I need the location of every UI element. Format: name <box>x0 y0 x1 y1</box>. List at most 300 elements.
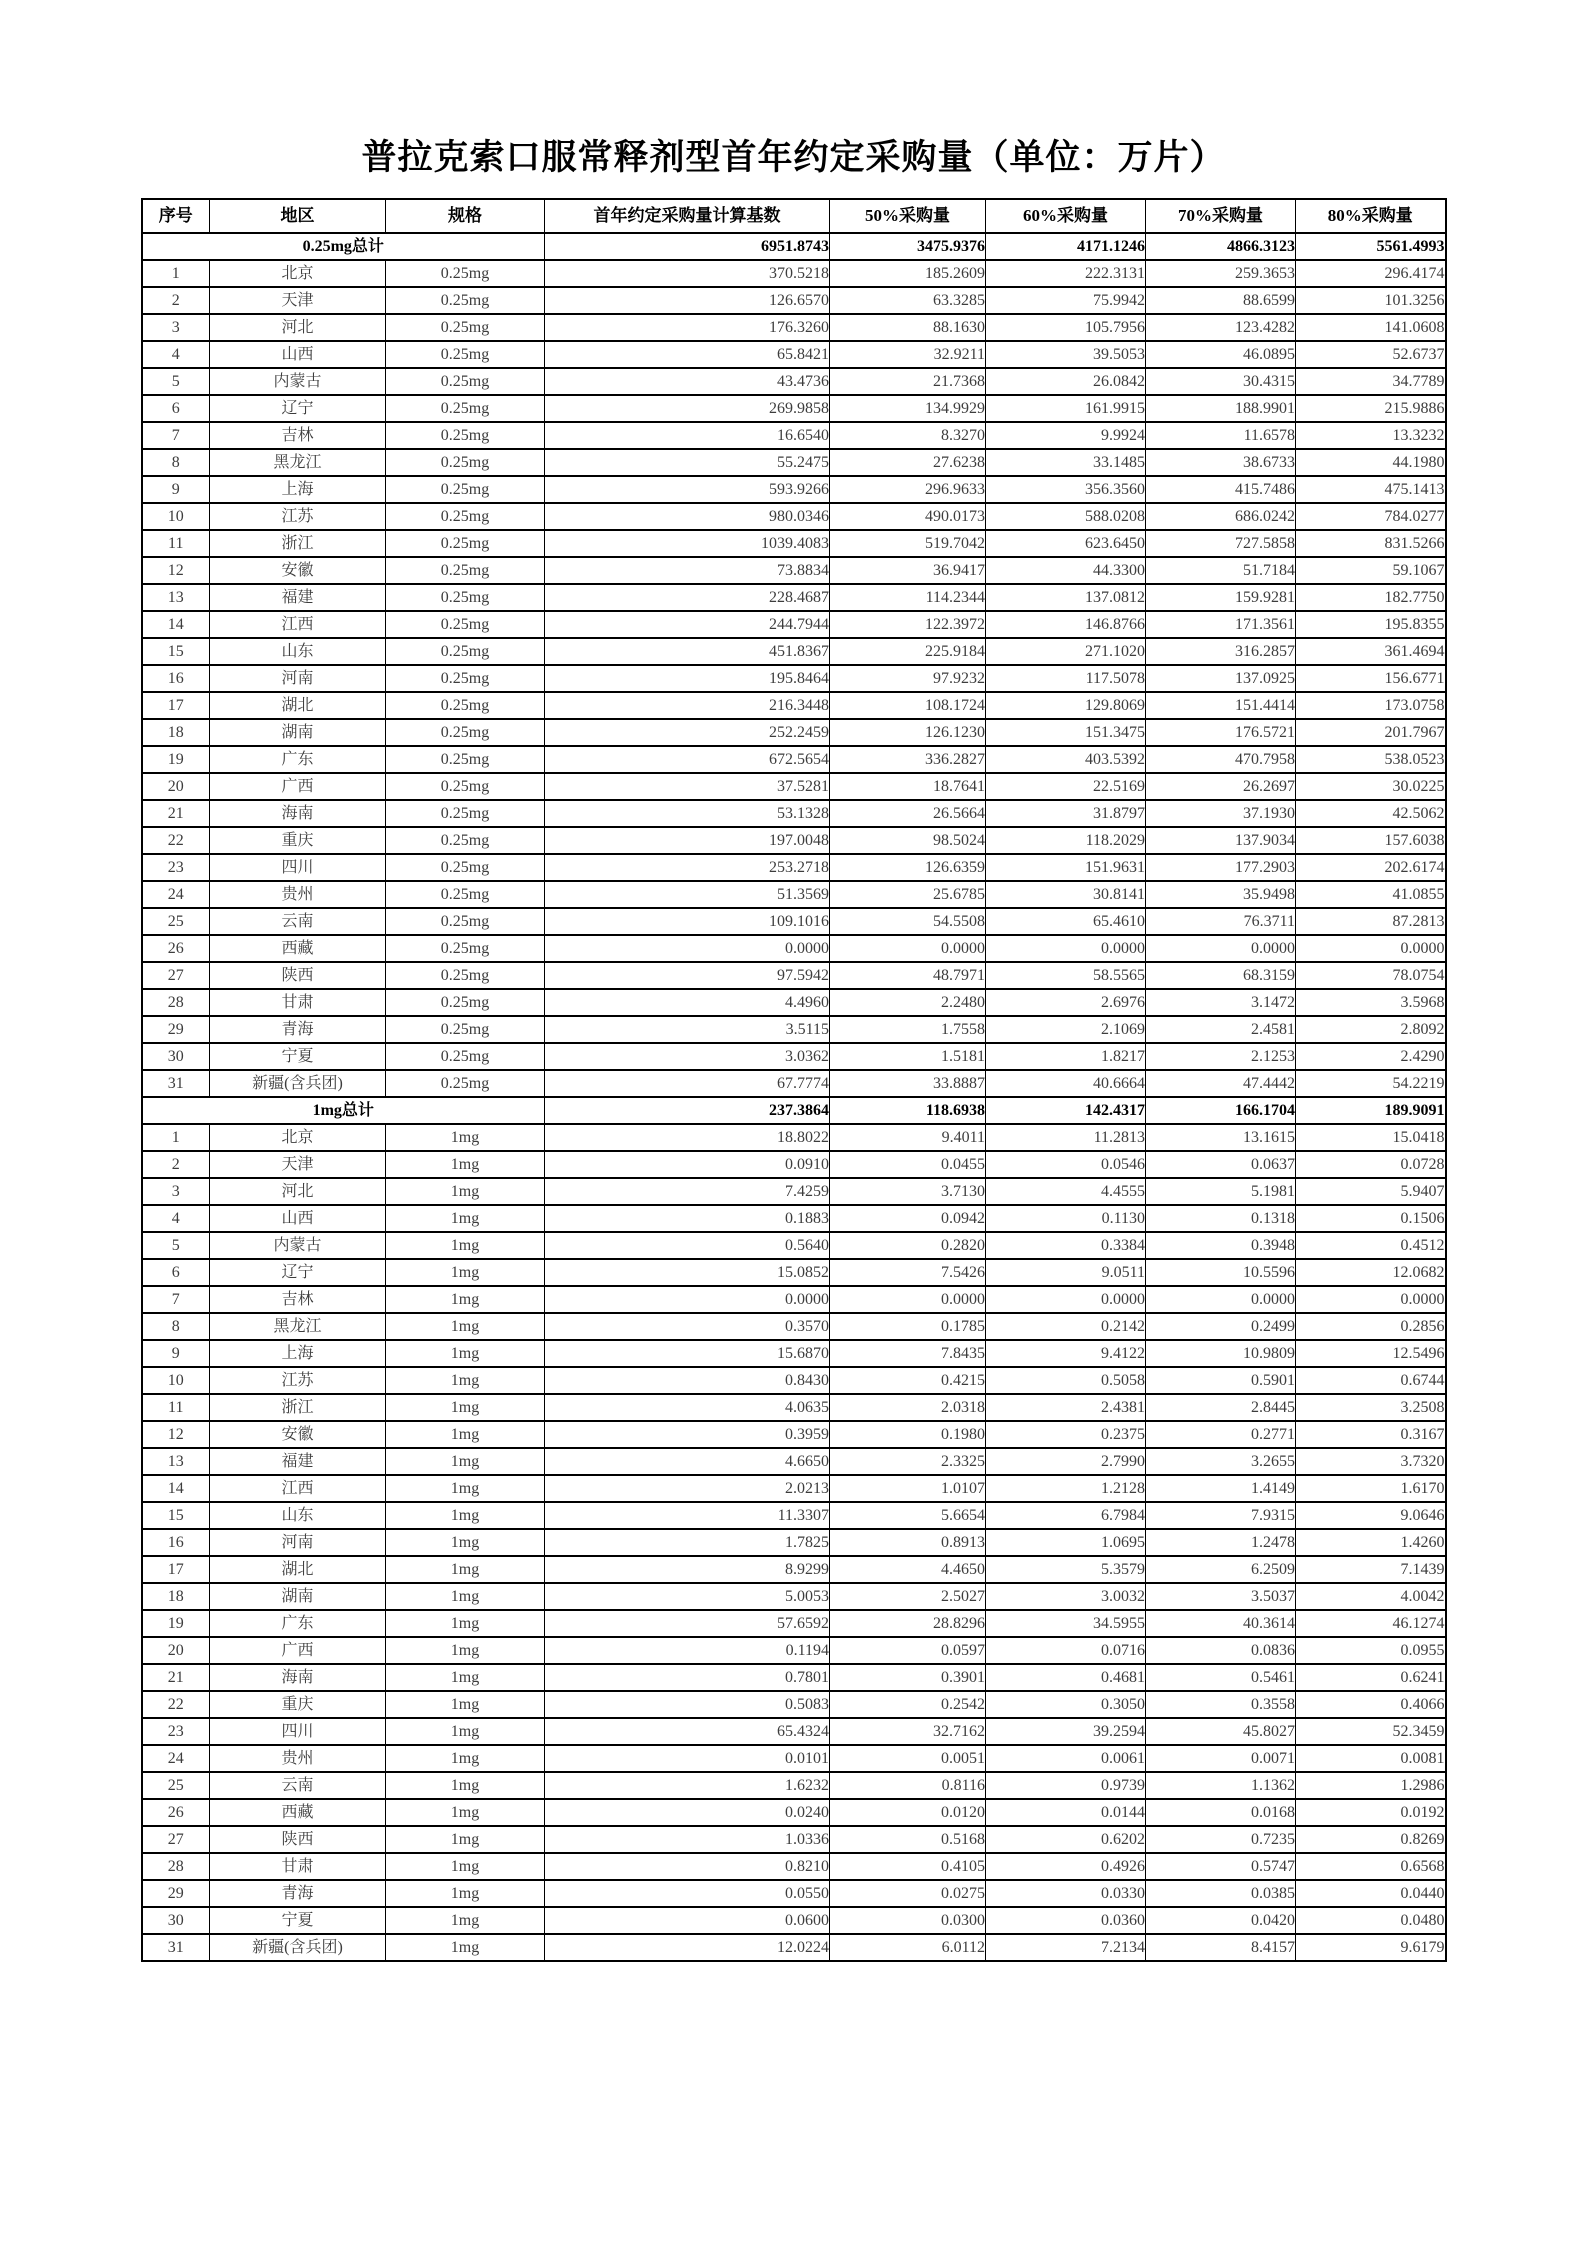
value-cell: 54.5508 <box>830 908 986 935</box>
index-cell: 10 <box>142 1367 210 1394</box>
value-cell: 39.2594 <box>986 1718 1146 1745</box>
region-cell: 北京 <box>210 1124 386 1151</box>
value-cell: 296.9633 <box>830 476 986 503</box>
region-cell: 广西 <box>210 773 386 800</box>
index-cell: 23 <box>142 854 210 881</box>
value-cell: 157.6038 <box>1296 827 1446 854</box>
value-cell: 0.0000 <box>1146 935 1296 962</box>
index-cell: 23 <box>142 1718 210 1745</box>
spec-cell: 1mg <box>386 1745 545 1772</box>
value-cell: 117.5078 <box>986 665 1146 692</box>
col-header-60pct: 60%采购量 <box>986 199 1146 233</box>
region-cell: 辽宁 <box>210 395 386 422</box>
value-cell: 2.8445 <box>1146 1394 1296 1421</box>
table-row <box>142 773 1446 800</box>
value-cell: 0.0420 <box>1146 1907 1296 1934</box>
spec-cell: 0.25mg <box>386 665 545 692</box>
value-cell: 3.7320 <box>1296 1448 1446 1475</box>
index-cell: 12 <box>142 557 210 584</box>
value-cell: 7.2134 <box>986 1934 1146 1961</box>
spec-cell: 1mg <box>386 1637 545 1664</box>
value-cell: 451.8367 <box>545 638 830 665</box>
spec-cell: 0.25mg <box>386 638 545 665</box>
spec-cell: 1mg <box>386 1718 545 1745</box>
value-cell: 0.3384 <box>986 1232 1146 1259</box>
value-cell: 173.0758 <box>1296 692 1446 719</box>
value-cell: 0.5747 <box>1146 1853 1296 1880</box>
value-cell: 34.7789 <box>1296 368 1446 395</box>
value-cell: 108.1724 <box>830 692 986 719</box>
value-cell: 3.1472 <box>1146 989 1296 1016</box>
table-row <box>142 1826 1446 1853</box>
table-row <box>142 665 1446 692</box>
value-cell: 4.0635 <box>545 1394 830 1421</box>
region-cell: 广东 <box>210 746 386 773</box>
value-cell: 0.0000 <box>830 935 986 962</box>
index-cell: 14 <box>142 611 210 638</box>
value-cell: 1.0336 <box>545 1826 830 1853</box>
value-cell: 8.4157 <box>1146 1934 1296 1961</box>
value-cell: 197.0048 <box>545 827 830 854</box>
value-cell: 2.0213 <box>545 1475 830 1502</box>
spec-cell: 1mg <box>386 1232 545 1259</box>
table-row <box>142 935 1446 962</box>
value-cell: 0.3167 <box>1296 1421 1446 1448</box>
spec-cell: 1mg <box>386 1367 545 1394</box>
value-cell: 52.3459 <box>1296 1718 1446 1745</box>
region-cell: 甘肃 <box>210 989 386 1016</box>
value-cell: 0.0051 <box>830 1745 986 1772</box>
value-cell: 44.3300 <box>986 557 1146 584</box>
value-cell: 244.7944 <box>545 611 830 638</box>
value-cell: 12.0224 <box>545 1934 830 1961</box>
value-cell: 215.9886 <box>1296 395 1446 422</box>
table-row <box>142 638 1446 665</box>
region-cell: 天津 <box>210 1151 386 1178</box>
table-row <box>142 800 1446 827</box>
table-row <box>142 1448 1446 1475</box>
index-cell: 18 <box>142 719 210 746</box>
value-cell: 151.9631 <box>986 854 1146 881</box>
index-cell: 6 <box>142 395 210 422</box>
value-cell: 5.3579 <box>986 1556 1146 1583</box>
value-cell: 0.0275 <box>830 1880 986 1907</box>
section-total-value: 166.1704 <box>1146 1097 1296 1124</box>
spec-cell: 0.25mg <box>386 476 545 503</box>
value-cell: 1.2128 <box>986 1475 1146 1502</box>
value-cell: 0.2375 <box>986 1421 1146 1448</box>
spec-cell: 0.25mg <box>386 368 545 395</box>
value-cell: 195.8355 <box>1296 611 1446 638</box>
section-total-value: 4866.3123 <box>1146 233 1296 260</box>
spec-cell: 0.25mg <box>386 692 545 719</box>
col-header-region: 地区 <box>210 199 386 233</box>
index-cell: 8 <box>142 1313 210 1340</box>
region-cell: 四川 <box>210 1718 386 1745</box>
value-cell: 7.8435 <box>830 1340 986 1367</box>
value-cell: 22.5169 <box>986 773 1146 800</box>
value-cell: 0.0000 <box>545 935 830 962</box>
value-cell: 5.6654 <box>830 1502 986 1529</box>
value-cell: 0.4105 <box>830 1853 986 1880</box>
value-cell: 58.5565 <box>986 962 1146 989</box>
spec-cell: 1mg <box>386 1934 545 1961</box>
value-cell: 0.3050 <box>986 1691 1146 1718</box>
value-cell: 0.2856 <box>1296 1313 1446 1340</box>
spec-cell: 0.25mg <box>386 611 545 638</box>
value-cell: 1.2478 <box>1146 1529 1296 1556</box>
value-cell: 0.4681 <box>986 1664 1146 1691</box>
table-row <box>142 368 1446 395</box>
value-cell: 0.2142 <box>986 1313 1146 1340</box>
index-cell: 26 <box>142 935 210 962</box>
value-cell: 336.2827 <box>830 746 986 773</box>
table-row <box>142 1232 1446 1259</box>
value-cell: 0.2820 <box>830 1232 986 1259</box>
value-cell: 118.2029 <box>986 827 1146 854</box>
index-cell: 10 <box>142 503 210 530</box>
value-cell: 54.2219 <box>1296 1070 1446 1097</box>
spec-cell: 1mg <box>386 1664 545 1691</box>
value-cell: 0.3570 <box>545 1313 830 1340</box>
value-cell: 51.3569 <box>545 881 830 908</box>
table-row <box>142 1907 1446 1934</box>
value-cell: 0.2542 <box>830 1691 986 1718</box>
index-cell: 3 <box>142 1178 210 1205</box>
region-cell: 广西 <box>210 1637 386 1664</box>
spec-cell: 0.25mg <box>386 395 545 422</box>
value-cell: 0.2771 <box>1146 1421 1296 1448</box>
region-cell: 北京 <box>210 260 386 287</box>
region-cell: 云南 <box>210 1772 386 1799</box>
header-row <box>142 199 1446 233</box>
table-row <box>142 422 1446 449</box>
value-cell: 11.6578 <box>1146 422 1296 449</box>
value-cell: 10.9809 <box>1146 1340 1296 1367</box>
value-cell: 151.4414 <box>1146 692 1296 719</box>
index-cell: 13 <box>142 584 210 611</box>
index-cell: 21 <box>142 1664 210 1691</box>
value-cell: 26.2697 <box>1146 773 1296 800</box>
value-cell: 538.0523 <box>1296 746 1446 773</box>
value-cell: 195.8464 <box>545 665 830 692</box>
table-row <box>142 1664 1446 1691</box>
col-header-spec: 规格 <box>386 199 545 233</box>
spec-cell: 0.25mg <box>386 746 545 773</box>
value-cell: 0.6202 <box>986 1826 1146 1853</box>
index-cell: 17 <box>142 1556 210 1583</box>
table-row <box>142 1583 1446 1610</box>
value-cell: 39.5053 <box>986 341 1146 368</box>
value-cell: 41.0855 <box>1296 881 1446 908</box>
value-cell: 156.6771 <box>1296 665 1446 692</box>
value-cell: 222.3131 <box>986 260 1146 287</box>
region-cell: 黑龙江 <box>210 1313 386 1340</box>
region-cell: 青海 <box>210 1016 386 1043</box>
index-cell: 24 <box>142 881 210 908</box>
index-cell: 17 <box>142 692 210 719</box>
value-cell: 1.4260 <box>1296 1529 1446 1556</box>
value-cell: 727.5858 <box>1146 530 1296 557</box>
value-cell: 137.0925 <box>1146 665 1296 692</box>
index-cell: 11 <box>142 1394 210 1421</box>
value-cell: 161.9915 <box>986 395 1146 422</box>
value-cell: 2.5027 <box>830 1583 986 1610</box>
section-total-value: 189.9091 <box>1296 1097 1446 1124</box>
value-cell: 30.4315 <box>1146 368 1296 395</box>
spec-cell: 0.25mg <box>386 422 545 449</box>
value-cell: 33.8887 <box>830 1070 986 1097</box>
spec-cell: 1mg <box>386 1394 545 1421</box>
value-cell: 2.2480 <box>830 989 986 1016</box>
index-cell: 12 <box>142 1421 210 1448</box>
value-cell: 137.0812 <box>986 584 1146 611</box>
value-cell: 46.0895 <box>1146 341 1296 368</box>
spec-cell: 0.25mg <box>386 719 545 746</box>
index-cell: 4 <box>142 1205 210 1232</box>
table-row <box>142 1772 1446 1799</box>
value-cell: 403.5392 <box>986 746 1146 773</box>
value-cell: 28.8296 <box>830 1610 986 1637</box>
table-row <box>142 962 1446 989</box>
table-row <box>142 1070 1446 1097</box>
table-row <box>142 719 1446 746</box>
value-cell: 109.1016 <box>545 908 830 935</box>
value-cell: 129.8069 <box>986 692 1146 719</box>
value-cell: 0.0480 <box>1296 1907 1446 1934</box>
value-cell: 73.8834 <box>545 557 830 584</box>
value-cell: 0.4066 <box>1296 1691 1446 1718</box>
value-cell: 4.4960 <box>545 989 830 1016</box>
value-cell: 0.0000 <box>830 1286 986 1313</box>
value-cell: 13.3232 <box>1296 422 1446 449</box>
section-total-value: 4171.1246 <box>986 233 1146 260</box>
table-row <box>142 1016 1446 1043</box>
value-cell: 0.0168 <box>1146 1799 1296 1826</box>
spec-cell: 0.25mg <box>386 962 545 989</box>
value-cell: 201.7967 <box>1296 719 1446 746</box>
spec-cell: 1mg <box>386 1907 545 1934</box>
section-total-row <box>142 233 1446 260</box>
value-cell: 2.7990 <box>986 1448 1146 1475</box>
value-cell: 3.7130 <box>830 1178 986 1205</box>
value-cell: 3.0362 <box>545 1043 830 1070</box>
index-cell: 3 <box>142 314 210 341</box>
value-cell: 475.1413 <box>1296 476 1446 503</box>
value-cell: 0.0000 <box>545 1286 830 1313</box>
index-cell: 28 <box>142 1853 210 1880</box>
value-cell: 0.0000 <box>1296 1286 1446 1313</box>
value-cell: 7.1439 <box>1296 1556 1446 1583</box>
section-total-value: 237.3864 <box>545 1097 830 1124</box>
index-cell: 29 <box>142 1016 210 1043</box>
index-cell: 19 <box>142 1610 210 1637</box>
region-cell: 内蒙古 <box>210 368 386 395</box>
index-cell: 8 <box>142 449 210 476</box>
index-cell: 7 <box>142 422 210 449</box>
spec-cell: 0.25mg <box>386 1016 545 1043</box>
table-row <box>142 1340 1446 1367</box>
region-cell: 福建 <box>210 1448 386 1475</box>
index-cell: 2 <box>142 287 210 314</box>
value-cell: 228.4687 <box>545 584 830 611</box>
value-cell: 53.1328 <box>545 800 830 827</box>
table-row <box>142 1475 1446 1502</box>
table-row <box>142 557 1446 584</box>
section-total-label: 1mg总计 <box>142 1097 545 1124</box>
value-cell: 141.0608 <box>1296 314 1446 341</box>
value-cell: 46.1274 <box>1296 1610 1446 1637</box>
value-cell: 0.0144 <box>986 1799 1146 1826</box>
index-cell: 25 <box>142 908 210 935</box>
value-cell: 188.9901 <box>1146 395 1296 422</box>
value-cell: 0.0330 <box>986 1880 1146 1907</box>
index-cell: 27 <box>142 962 210 989</box>
region-cell: 福建 <box>210 584 386 611</box>
value-cell: 1.6232 <box>545 1772 830 1799</box>
table-row <box>142 746 1446 773</box>
table-row <box>142 989 1446 1016</box>
value-cell: 59.1067 <box>1296 557 1446 584</box>
value-cell: 0.3558 <box>1146 1691 1296 1718</box>
value-cell: 2.8092 <box>1296 1016 1446 1043</box>
region-cell: 浙江 <box>210 1394 386 1421</box>
value-cell: 4.6650 <box>545 1448 830 1475</box>
value-cell: 0.0240 <box>545 1799 830 1826</box>
value-cell: 0.3959 <box>545 1421 830 1448</box>
spec-cell: 0.25mg <box>386 341 545 368</box>
value-cell: 11.3307 <box>545 1502 830 1529</box>
region-cell: 贵州 <box>210 1745 386 1772</box>
value-cell: 0.0000 <box>1146 1286 1296 1313</box>
value-cell: 0.4215 <box>830 1367 986 1394</box>
value-cell: 5.0053 <box>545 1583 830 1610</box>
value-cell: 0.8269 <box>1296 1826 1446 1853</box>
region-cell: 湖南 <box>210 719 386 746</box>
spec-cell: 1mg <box>386 1799 545 1826</box>
value-cell: 0.0910 <box>545 1151 830 1178</box>
value-cell: 123.4282 <box>1146 314 1296 341</box>
table-row <box>142 1502 1446 1529</box>
spec-cell: 0.25mg <box>386 530 545 557</box>
value-cell: 316.2857 <box>1146 638 1296 665</box>
value-cell: 253.2718 <box>545 854 830 881</box>
table-row <box>142 1799 1446 1826</box>
spec-cell: 0.25mg <box>386 908 545 935</box>
table-row <box>142 1934 1446 1961</box>
value-cell: 32.7162 <box>830 1718 986 1745</box>
table-row <box>142 1529 1446 1556</box>
value-cell: 296.4174 <box>1296 260 1446 287</box>
value-cell: 0.5058 <box>986 1367 1146 1394</box>
value-cell: 2.3325 <box>830 1448 986 1475</box>
value-cell: 2.6976 <box>986 989 1146 1016</box>
value-cell: 623.6450 <box>986 530 1146 557</box>
region-cell: 安徽 <box>210 557 386 584</box>
spec-cell: 0.25mg <box>386 827 545 854</box>
index-cell: 31 <box>142 1934 210 1961</box>
value-cell: 252.2459 <box>545 719 830 746</box>
region-cell: 甘肃 <box>210 1853 386 1880</box>
spec-cell: 1mg <box>386 1556 545 1583</box>
table-row <box>142 287 1446 314</box>
value-cell: 37.1930 <box>1146 800 1296 827</box>
table-row <box>142 611 1446 638</box>
value-cell: 21.7368 <box>830 368 986 395</box>
index-cell: 29 <box>142 1880 210 1907</box>
value-cell: 0.6568 <box>1296 1853 1446 1880</box>
value-cell: 47.4442 <box>1146 1070 1296 1097</box>
index-cell: 25 <box>142 1772 210 1799</box>
value-cell: 0.0385 <box>1146 1880 1296 1907</box>
index-cell: 14 <box>142 1475 210 1502</box>
value-cell: 0.1785 <box>830 1313 986 1340</box>
value-cell: 26.5664 <box>830 800 986 827</box>
value-cell: 182.7750 <box>1296 584 1446 611</box>
index-cell: 20 <box>142 773 210 800</box>
value-cell: 176.3260 <box>545 314 830 341</box>
index-cell: 28 <box>142 989 210 1016</box>
value-cell: 0.0600 <box>545 1907 830 1934</box>
value-cell: 32.9211 <box>830 341 986 368</box>
section-total-row <box>142 1097 1446 1124</box>
region-cell: 湖南 <box>210 1583 386 1610</box>
table-row <box>142 1286 1446 1313</box>
value-cell: 40.3614 <box>1146 1610 1296 1637</box>
value-cell: 88.6599 <box>1146 287 1296 314</box>
index-cell: 26 <box>142 1799 210 1826</box>
table-row <box>142 1718 1446 1745</box>
value-cell: 0.1980 <box>830 1421 986 1448</box>
value-cell: 0.5461 <box>1146 1664 1296 1691</box>
region-cell: 江西 <box>210 611 386 638</box>
table-row <box>142 1853 1446 1880</box>
value-cell: 0.8210 <box>545 1853 830 1880</box>
value-cell: 0.0716 <box>986 1637 1146 1664</box>
value-cell: 15.0852 <box>545 1259 830 1286</box>
value-cell: 1.7825 <box>545 1529 830 1556</box>
value-cell: 12.0682 <box>1296 1259 1446 1286</box>
index-cell: 16 <box>142 1529 210 1556</box>
value-cell: 3.5037 <box>1146 1583 1296 1610</box>
value-cell: 137.9034 <box>1146 827 1296 854</box>
spec-cell: 0.25mg <box>386 1070 545 1097</box>
value-cell: 134.9929 <box>830 395 986 422</box>
value-cell: 1039.4083 <box>545 530 830 557</box>
spec-cell: 1mg <box>386 1880 545 1907</box>
table-row <box>142 1610 1446 1637</box>
index-cell: 1 <box>142 260 210 287</box>
value-cell: 101.3256 <box>1296 287 1446 314</box>
value-cell: 0.3948 <box>1146 1232 1296 1259</box>
value-cell: 0.0550 <box>545 1880 830 1907</box>
value-cell: 4.4555 <box>986 1178 1146 1205</box>
col-header-80pct: 80%采购量 <box>1296 199 1446 233</box>
value-cell: 9.4011 <box>830 1124 986 1151</box>
value-cell: 0.5640 <box>545 1232 830 1259</box>
value-cell: 2.4581 <box>1146 1016 1296 1043</box>
region-cell: 重庆 <box>210 1691 386 1718</box>
spec-cell: 0.25mg <box>386 773 545 800</box>
value-cell: 25.6785 <box>830 881 986 908</box>
index-cell: 20 <box>142 1637 210 1664</box>
value-cell: 16.6540 <box>545 422 830 449</box>
value-cell: 0.0440 <box>1296 1880 1446 1907</box>
value-cell: 0.0360 <box>986 1907 1146 1934</box>
value-cell: 18.7641 <box>830 773 986 800</box>
spec-cell: 0.25mg <box>386 1043 545 1070</box>
spec-cell: 1mg <box>386 1529 545 1556</box>
